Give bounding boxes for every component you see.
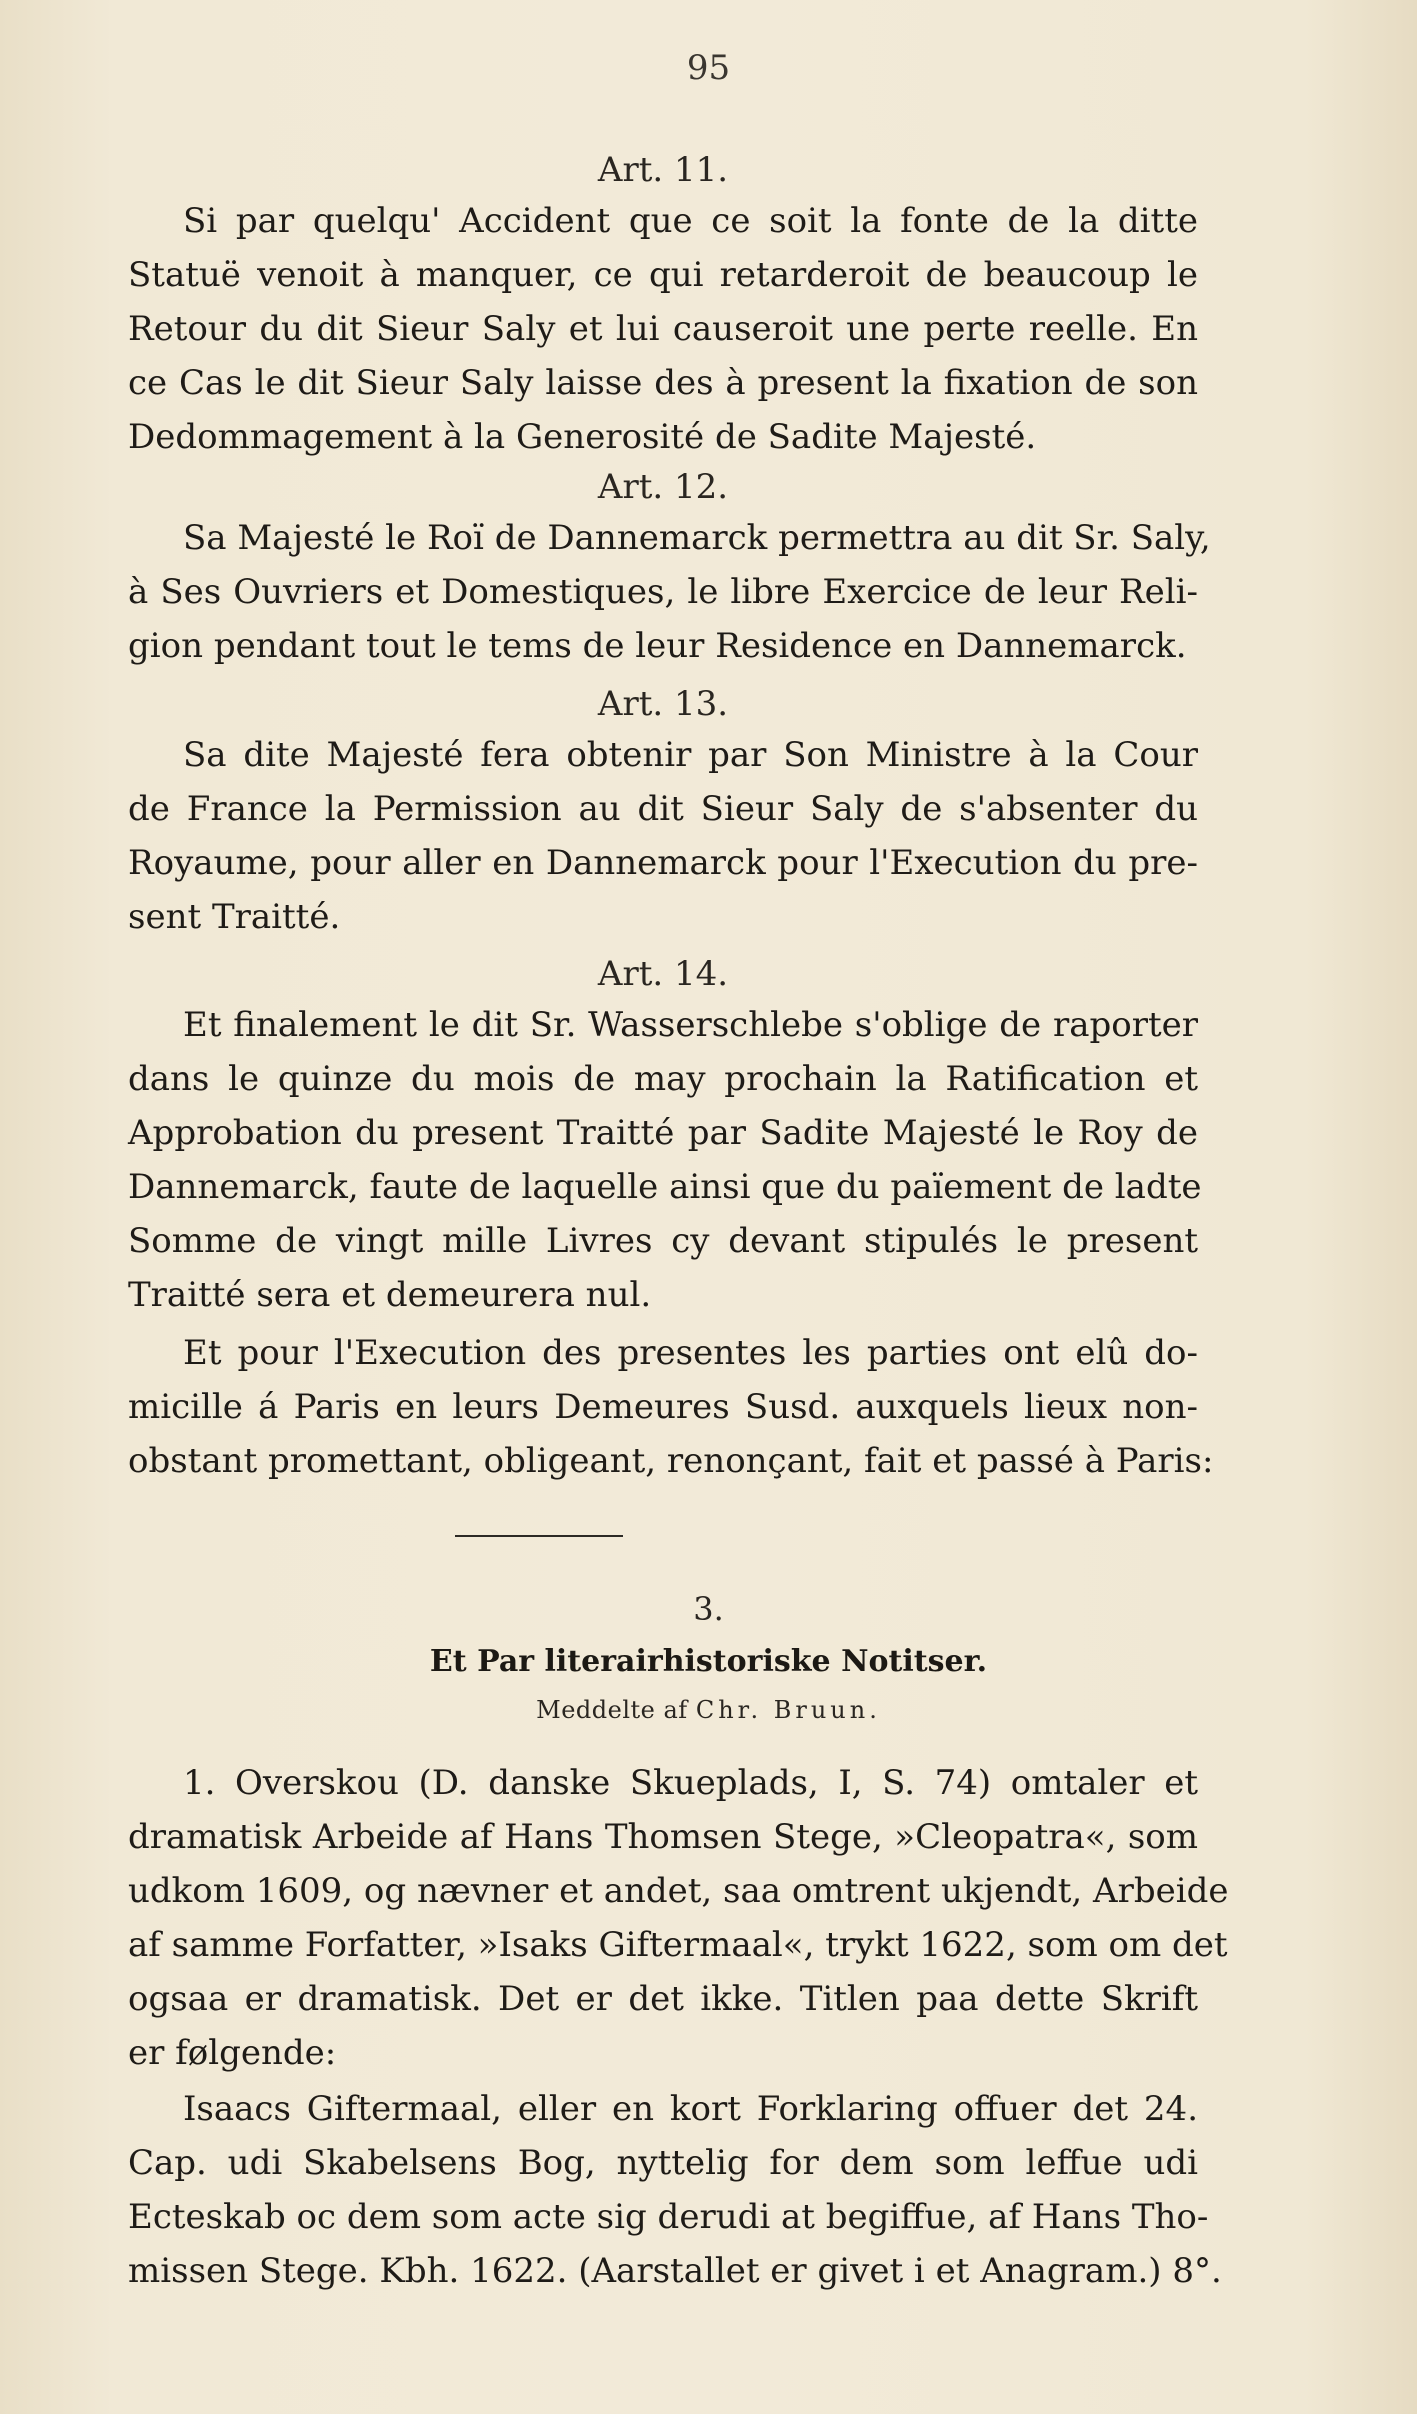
- text-line: Sa dite Majesté fera obtenir par Son Ministre à la Cour: [183, 735, 1198, 775]
- article-14: [128, 952, 1202, 1322]
- article-paragraph: [128, 728, 1198, 944]
- note-paragraph: [128, 2082, 1222, 2298]
- article-heading: Art. 14.: [597, 954, 729, 994]
- text-line: Si par quelqu' Accident que ce soit la fonte de la ditte: [183, 201, 1198, 241]
- closing-paragraph: [128, 1326, 1214, 1488]
- text-line: Cap. udi Skabelsens Bog, nyttelig for dem som leffue udi: [128, 2143, 1198, 2183]
- text-line: af samme Forfatter, »Isaks Giftermaal«, trykt 1622, som om det: [128, 1925, 1228, 1965]
- text-line: Sa Majesté le Roï de Dannemarck permettra au dit Sr. Saly,: [183, 518, 1211, 558]
- article-12: [128, 465, 1211, 673]
- text-line: Et pour l'Execution des presentes les parties ont elû do-: [183, 1333, 1198, 1373]
- article-13: [128, 682, 1198, 944]
- article-heading: Art. 12.: [597, 467, 729, 507]
- text-line: Somme de vingt mille Livres cy devant stipulés le present: [128, 1221, 1198, 1261]
- text-line: udkom 1609, og nævner et andet, saa omtrent ukjendt, Arbeide: [128, 1871, 1229, 1911]
- text-line: Retour du dit Sieur Saly et lui causeroit une perte reelle. En: [128, 309, 1198, 349]
- text-line: ce Cas le dit Sieur Saly laisse des à present la fixation de son: [128, 363, 1198, 403]
- article-paragraph: [128, 194, 1198, 464]
- article-paragraph: [128, 998, 1202, 1322]
- text-line: Isaacs Giftermaal, eller en kort Forklaring offuer det 24.: [183, 2089, 1198, 2129]
- closing-text: [128, 1326, 1214, 1488]
- section-divider: [455, 1535, 623, 1537]
- text-line: Royaume, pour aller en Dannemarck pour l'Execution du pre-: [128, 843, 1198, 883]
- text-line: Statuë venoit à manquer, ce qui retarderoit de beaucoup le: [128, 255, 1198, 295]
- text-line: er følgende:: [128, 2033, 337, 2073]
- text-line: dramatisk Arbeide af Hans Thomsen Stege, »Cleopatra«, som: [128, 1817, 1198, 1857]
- text-line: dans le quinze du mois de may prochain la Ratification et: [128, 1059, 1198, 1099]
- note-1: [128, 1756, 1229, 2080]
- text-line: Ecteskab oc dem som acte sig derudi at begiffue, af Hans Tho-: [128, 2197, 1209, 2237]
- section-number: 3.: [693, 1590, 724, 1628]
- text-line: ogsaa er dramatisk. Det er det ikke. Titlen paa dette Skrift: [128, 1979, 1198, 2019]
- text-line: Et finalement le dit Sr. Wasserschlebe s'oblige de raporter: [183, 1005, 1198, 1045]
- text-line: obstant promettant, obligeant, renonçant, fait et passé à Paris:: [128, 1441, 1214, 1481]
- article-11: [128, 148, 1198, 464]
- byline-author: Chr. Bruun.: [695, 1696, 881, 1724]
- page-number: 95: [686, 48, 731, 88]
- text-line: Dedommagement à la Generosité de Sadite Majesté.: [128, 417, 1037, 457]
- text-line: sent Traitté.: [128, 897, 341, 937]
- article-heading: Art. 13.: [597, 684, 729, 724]
- text-line: missen Stege. Kbh. 1622. (Aarstallet er givet i et Anagram.) 8°.: [128, 2251, 1222, 2291]
- text-line: Traitté sera et demeurera nul.: [128, 1275, 652, 1315]
- text-line: Approbation du present Traitté par Sadite Majesté le Roy de: [128, 1113, 1198, 1153]
- section-title: Et Par literairhistoriske Notitser.: [429, 1644, 988, 1679]
- text-line: micille á Paris en leurs Demeures Susd. auxquels lieux non-: [128, 1387, 1198, 1427]
- article-paragraph: [128, 511, 1211, 673]
- byline-prefix: Meddelte af: [536, 1696, 688, 1724]
- section-byline: [0, 1696, 1417, 1724]
- text-line: à Ses Ouvriers et Domestiques, le libre Exercice de leur Reli-: [128, 572, 1198, 612]
- text-line: de France la Permission au dit Sieur Saly de s'absenter du: [128, 789, 1198, 829]
- text-line: gion pendant tout le tems de leur Residence en Dannemarck.: [128, 626, 1187, 666]
- text-line: 1. Overskou (D. danske Skueplads, I, S. 74) omtaler et: [183, 1763, 1198, 1803]
- note-1-title: [128, 2082, 1222, 2298]
- article-heading: Art. 11.: [597, 150, 729, 190]
- text-line: Dannemarck, faute de laquelle ainsi que du païement de ladte: [128, 1167, 1202, 1207]
- note-paragraph: [128, 1756, 1229, 2080]
